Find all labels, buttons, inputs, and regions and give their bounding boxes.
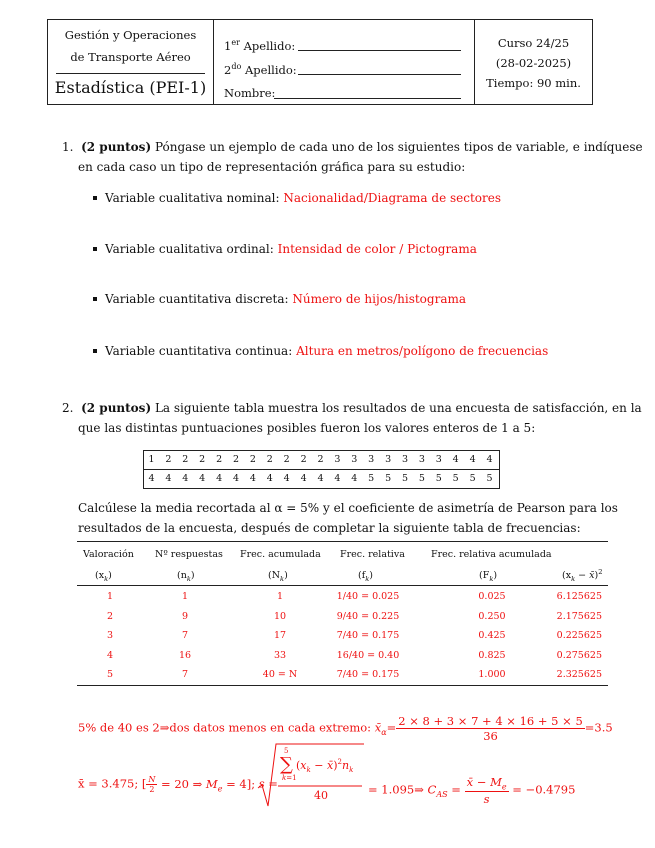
data-cell: 4: [199, 473, 206, 484]
data-cell: 4: [165, 473, 172, 484]
data-cell: 4: [469, 454, 476, 465]
data-cell: 5: [452, 473, 459, 484]
table-header-rule: [77, 585, 608, 586]
data-cell: 2: [249, 454, 256, 465]
data-cell: 4: [249, 473, 256, 484]
second-surname-label: $2^{do}$ Apellido:: [224, 62, 297, 77]
svg-text:40: 40: [314, 789, 328, 802]
q2-heading: [62, 401, 642, 415]
q1-item: Variable cuantitativa discreta: Número de hijos/histograma: [93, 292, 466, 306]
trimmed-mean-fraction: $\frac{2 \times 8 + 3 \times 7 + 4 \times 16 + 5 \times 5}{36}$: [398, 714, 583, 743]
table-cell: 9: [181, 610, 189, 622]
cas-answer: = 1.095⇒ $C_{AS}$ = $\frac{x̄ - M_e}{s}$ = −0.4795: [368, 775, 576, 807]
table-cell: 0.225625: [556, 630, 602, 641]
q1-text-line2: en cada caso un tipo de representación gráfica para su estudio:: [78, 160, 466, 174]
svg-text:(xk − x̄)2nk: ($x_k$ − $x̄)^2n_k$: [296, 758, 354, 774]
col-header-valoracion: Valoración: [83, 549, 134, 560]
data-cell: 3: [334, 454, 341, 465]
data-cell: 2: [300, 454, 307, 465]
col-symbol-dev: ($x_k$ − x̄)$^2$: [562, 568, 603, 584]
data-cell: 3: [435, 454, 442, 465]
table-bottom-rule: [77, 685, 608, 686]
exam-info-cell: [475, 20, 592, 104]
course-line2: de Transporte Aéreo: [70, 50, 191, 64]
col-header-acumulada: Frec. acumulada: [240, 549, 321, 560]
data-cell: 2: [216, 454, 223, 465]
bullet-icon: [93, 247, 97, 251]
table-cell: 33: [273, 649, 287, 661]
q2-points: (2 puntos): [81, 401, 152, 415]
data-cell: 4: [300, 473, 307, 484]
data-cell: 4: [232, 473, 240, 484]
table-cell: 5: [106, 669, 114, 680]
table-cell: 16: [178, 649, 192, 661]
col-header-respuestas: Nº respuestas: [155, 549, 223, 560]
data-cell: 4: [216, 473, 223, 484]
q1-item: Variable cualitativa nominal: Nacionalidad/Diagrama de sectores: [93, 191, 501, 205]
data-cell: 1: [148, 454, 155, 465]
name-field[interactable]: [274, 98, 461, 99]
data-cell: 2: [199, 454, 206, 465]
data-cell: 4: [351, 473, 358, 484]
q2-number: 2.: [62, 401, 74, 415]
table-cell: 1/40 = 0.025: [336, 591, 400, 602]
q1-answer: Número de hijos/histograma: [292, 292, 467, 306]
data-cell: 5: [368, 473, 375, 484]
table-cell: 0.425: [478, 630, 506, 641]
col-symbol-x: $(x_k)$: [95, 570, 112, 583]
table-cell: 0.275625: [556, 649, 602, 661]
q1-answer: Altura en metros/polígono de frecuencias: [296, 344, 549, 358]
divider: [56, 73, 205, 74]
data-cell: 4: [317, 473, 324, 484]
table-cell: 7/40 = 0.175: [336, 669, 400, 680]
data-cell: 5: [418, 473, 425, 484]
course-title: Estadística (PEI-1): [54, 78, 207, 97]
col-symbol-f: $(f_k)$: [358, 570, 373, 583]
col-symbol-n: $(n_k)$: [177, 570, 195, 583]
data-cell: 4: [283, 473, 290, 484]
table-cell: 1: [181, 591, 189, 602]
q1-item: Variable cuantitativa continua: Altura en metros/polígono de frecuencias: [93, 344, 548, 358]
table-cell: 3: [106, 630, 114, 641]
table-cell: 17: [273, 630, 287, 641]
table-cell: 0.825: [478, 649, 506, 661]
q2-text-line2: que las distintas puntuaciones posibles fueron los valores enteros de 1 a 5:: [78, 421, 536, 435]
table-cell: 1.000: [478, 669, 506, 680]
col-header-relativa: Frec. relativa: [340, 549, 405, 560]
data-cell: 3: [385, 454, 392, 465]
mean-median-answer: x̄ = 3.475; [ $\frac{N}{2}$ = 20 ⇒ $M_e = 4$]; s =: [78, 775, 278, 794]
svg-text:k=1: k=1: [282, 774, 297, 782]
data-cell: 5: [385, 473, 392, 484]
col-symbol-F: $(F_k)$: [479, 570, 498, 583]
q1-number: 1.: [62, 140, 74, 154]
table-cell: 2.175625: [556, 610, 602, 622]
data-cell: 2: [266, 454, 273, 465]
table-cell: 7/40 = 0.175: [336, 630, 400, 641]
data-cell: 2: [317, 454, 324, 465]
table-cell: 1: [106, 591, 114, 602]
table-cell: 10: [273, 610, 287, 622]
q1-text-line1: Póngase un ejemplo de cada uno de los siguientes tipos de variable, e indíquese: [154, 140, 643, 154]
q1-answer: Intensidad de color / Pictograma: [277, 242, 477, 256]
col-header-rel-acumulada: Frec. relativa acumulada: [431, 549, 552, 560]
data-cell: 5: [401, 473, 409, 484]
first-surname-field[interactable]: [298, 50, 461, 51]
trimmed-mean-answer: 5% de 40 es 2⇒dos datos menos en cada extremo: $x̄_\alpha=$ $\frac{2 \times 8 + 3 \times 7 + 4 \times 16 + 5 \times 5}{36}$ =3.5: [78, 714, 613, 743]
student-fields: [214, 20, 475, 104]
course-year: Curso 24/25: [497, 36, 570, 50]
svg-text:5: 5: [284, 747, 289, 755]
table-cell: 2.325625: [556, 669, 602, 680]
table-cell: 6.125625: [556, 591, 602, 602]
q2-instruction-line1: Calcúlese la media recortada al α = 5% y el coeficiente de asimetría de Pearson para los: [78, 501, 618, 515]
table-cell: 0.025: [478, 591, 506, 602]
data-cell: 2: [182, 454, 189, 465]
q2-text-line1: La siguiente tabla muestra los resultados de una encuesta de satisfacción, en la: [154, 401, 642, 415]
svg-text:∑: ∑: [280, 754, 293, 775]
table-cell: 4: [106, 649, 114, 661]
table-cell: 2: [106, 610, 114, 622]
data-cell: 4: [452, 454, 459, 465]
table-top-rule: [77, 541, 608, 542]
bullet-icon: [93, 349, 97, 353]
q1-item: Variable cualitativa ordinal: Intensidad de color / Pictograma: [93, 242, 477, 256]
q1-heading: [62, 140, 643, 154]
second-surname-field[interactable]: [298, 74, 461, 75]
data-cell: 4: [486, 454, 493, 465]
table-cell: 1: [276, 591, 284, 602]
data-cell: 5: [486, 473, 493, 484]
data-cell: 2: [283, 454, 290, 465]
data-cell: 5: [435, 473, 442, 484]
col-symbol-N: $(N_k)$: [268, 570, 288, 583]
bullet-icon: [93, 297, 97, 301]
data-cell: 3: [368, 454, 375, 465]
table-cell: 0.250: [478, 610, 506, 622]
exam-header: [47, 19, 593, 105]
first-surname-label: 1er Apellido:: [224, 38, 296, 53]
table-cell: 9/40 = 0.225: [336, 610, 400, 622]
q2-instruction-line2: resultados de la encuesta, después de completar la siguiente tabla de frecuencias:: [78, 521, 581, 535]
data-cell: 5: [469, 473, 476, 484]
survey-data-table: [143, 450, 500, 489]
data-cell: 4: [334, 473, 341, 484]
table-cell: 40 = N: [262, 669, 298, 680]
data-cell: 3: [401, 454, 409, 465]
name-label: Nombre:: [224, 86, 276, 100]
data-cell: 2: [232, 454, 240, 465]
q1-points: (2 puntos): [81, 140, 152, 154]
exam-time: Tiempo: 90 min.: [486, 76, 581, 90]
bullet-icon: [93, 196, 97, 200]
data-cell: 3: [351, 454, 358, 465]
data-cell: 2: [165, 454, 172, 465]
course-cell: [48, 20, 214, 104]
table-cell: 7: [181, 669, 189, 680]
data-cell: 4: [148, 473, 155, 484]
table-cell: 7: [181, 630, 189, 641]
table-cell: 16/40 = 0.40: [336, 649, 400, 661]
q1-answer: Nacionalidad/Diagrama de sectores: [283, 191, 502, 205]
course-line1: Gestión y Operaciones: [64, 28, 197, 42]
data-cell: 4: [266, 473, 273, 484]
exam-date: (28-02-2025): [495, 56, 572, 70]
data-cell: 3: [418, 454, 425, 465]
cas-fraction: $\frac{x̄ - M_e}{s}$: [466, 775, 507, 807]
data-cell: 4: [182, 473, 189, 484]
